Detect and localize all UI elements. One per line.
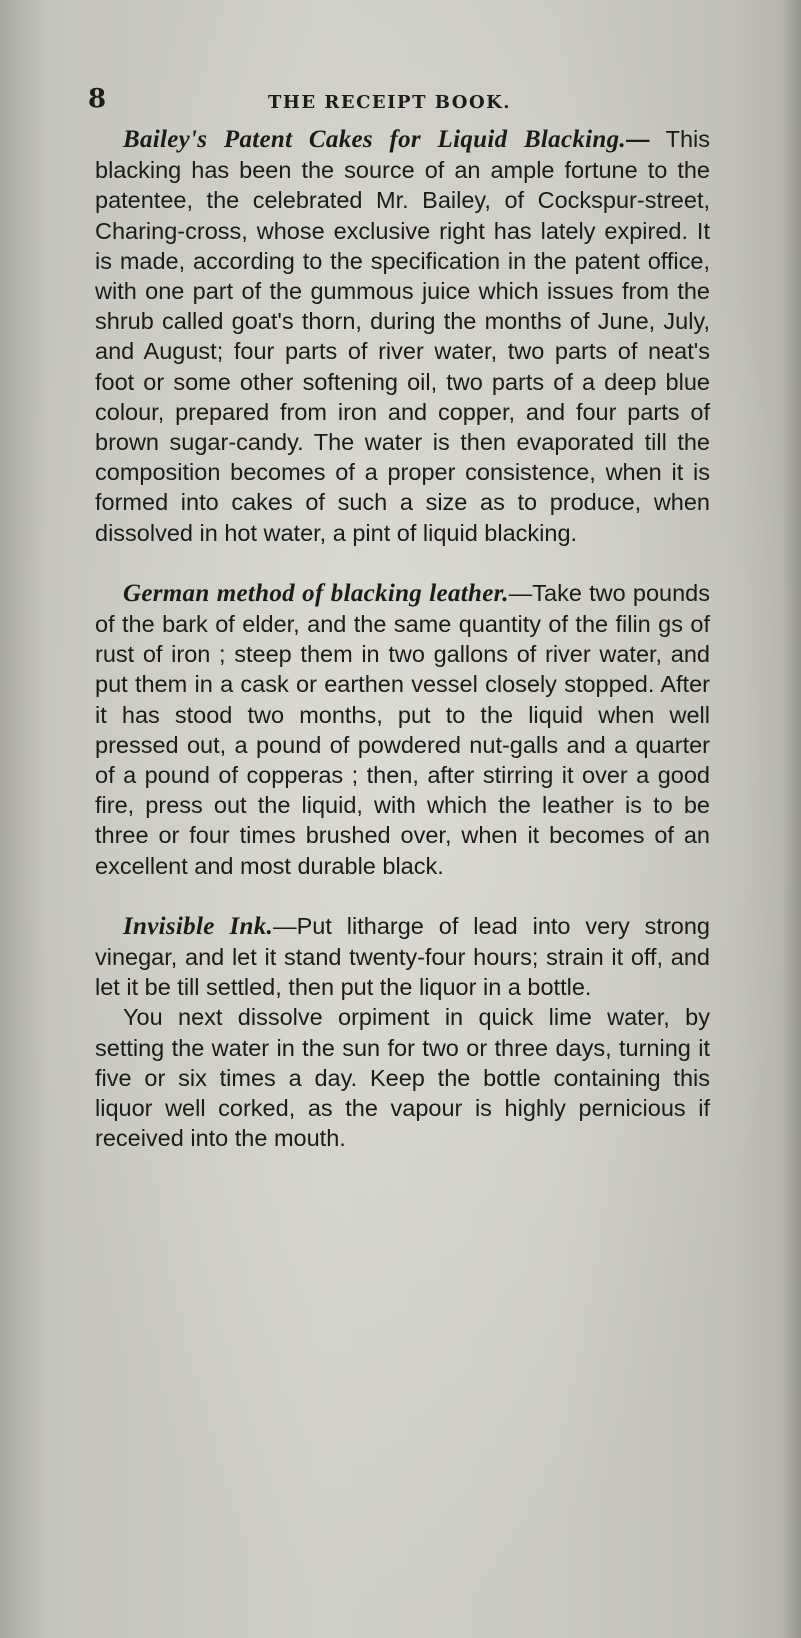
title-dash: — bbox=[508, 579, 533, 606]
paragraph-title: German method of blacking leather. bbox=[123, 579, 509, 607]
page-number: 8 bbox=[88, 84, 107, 114]
running-head: THE RECEIPT BOOK. bbox=[268, 92, 512, 113]
paragraph-body: You next dissolve orpiment in quick lime water, by setting the water in the sun for two or three days, turning it five or six times a day. Keep the bottle containing this liquor well corked, as the vapour is highly pernicious if received into the mouth. bbox=[95, 1004, 710, 1152]
paragraph-german-blacking bbox=[95, 578, 710, 881]
title-dash: — bbox=[625, 126, 650, 152]
paragraph-body: This blacking has been the source of an ample fortune to the patentee, the celebrated Mr. Bailey, of Cockspur-street, Charing-cross, whose exclusive right has lately expired. It is made, according to the specification in the patent office, with one part of the gummous juice which issues from the shrub called goat's thorn, during the months of June, July, and August; four parts of river water, two parts of neat's foot or some other softening oil, two parts of a deep blue colour, prepared from iron and copper, and four parts of brown sugar-candy. The water is then evaporated till the composition becomes of a proper consistence, when it is formed into cakes of such a size as to produce, when dissolved in hot water, a pint of liquid blacking. bbox=[95, 126, 710, 546]
paragraph-body: Take two pounds of the bark of elder, and the same quantity of the filin gs of rust of iron ; steep them in two gallons of river water, and put them in a cask or earthen vessel closely stopped. After it has stood two months, put to the liquid when well pressed out, a pound of powdered nut-galls and a quarter of a pound of copperas ; then, after stirring it over a good fire, press out the liquid, with which the leather is to be three or four times brushed over, when it becomes of an excellent and most durable black. bbox=[95, 579, 710, 879]
paragraph-orpiment bbox=[95, 1002, 710, 1153]
page-header bbox=[88, 80, 688, 120]
paragraph-title: Invisible Ink. bbox=[123, 912, 274, 940]
page-edge-shadow bbox=[783, 0, 801, 1638]
paragraph-body: Put litharge of lead into very strong vinegar, and let it stand twenty-four hours; strain it off, and let it be till settled, then put the liquor in a bottle. bbox=[95, 912, 710, 1001]
page-body bbox=[95, 124, 710, 1154]
title-dash: — bbox=[273, 912, 297, 939]
paragraph-invisible-ink bbox=[95, 911, 710, 1003]
paragraph-bailey-blacking bbox=[95, 124, 710, 548]
paragraph-title: Bailey's Patent Cakes for Liquid Blacking. bbox=[123, 126, 626, 153]
